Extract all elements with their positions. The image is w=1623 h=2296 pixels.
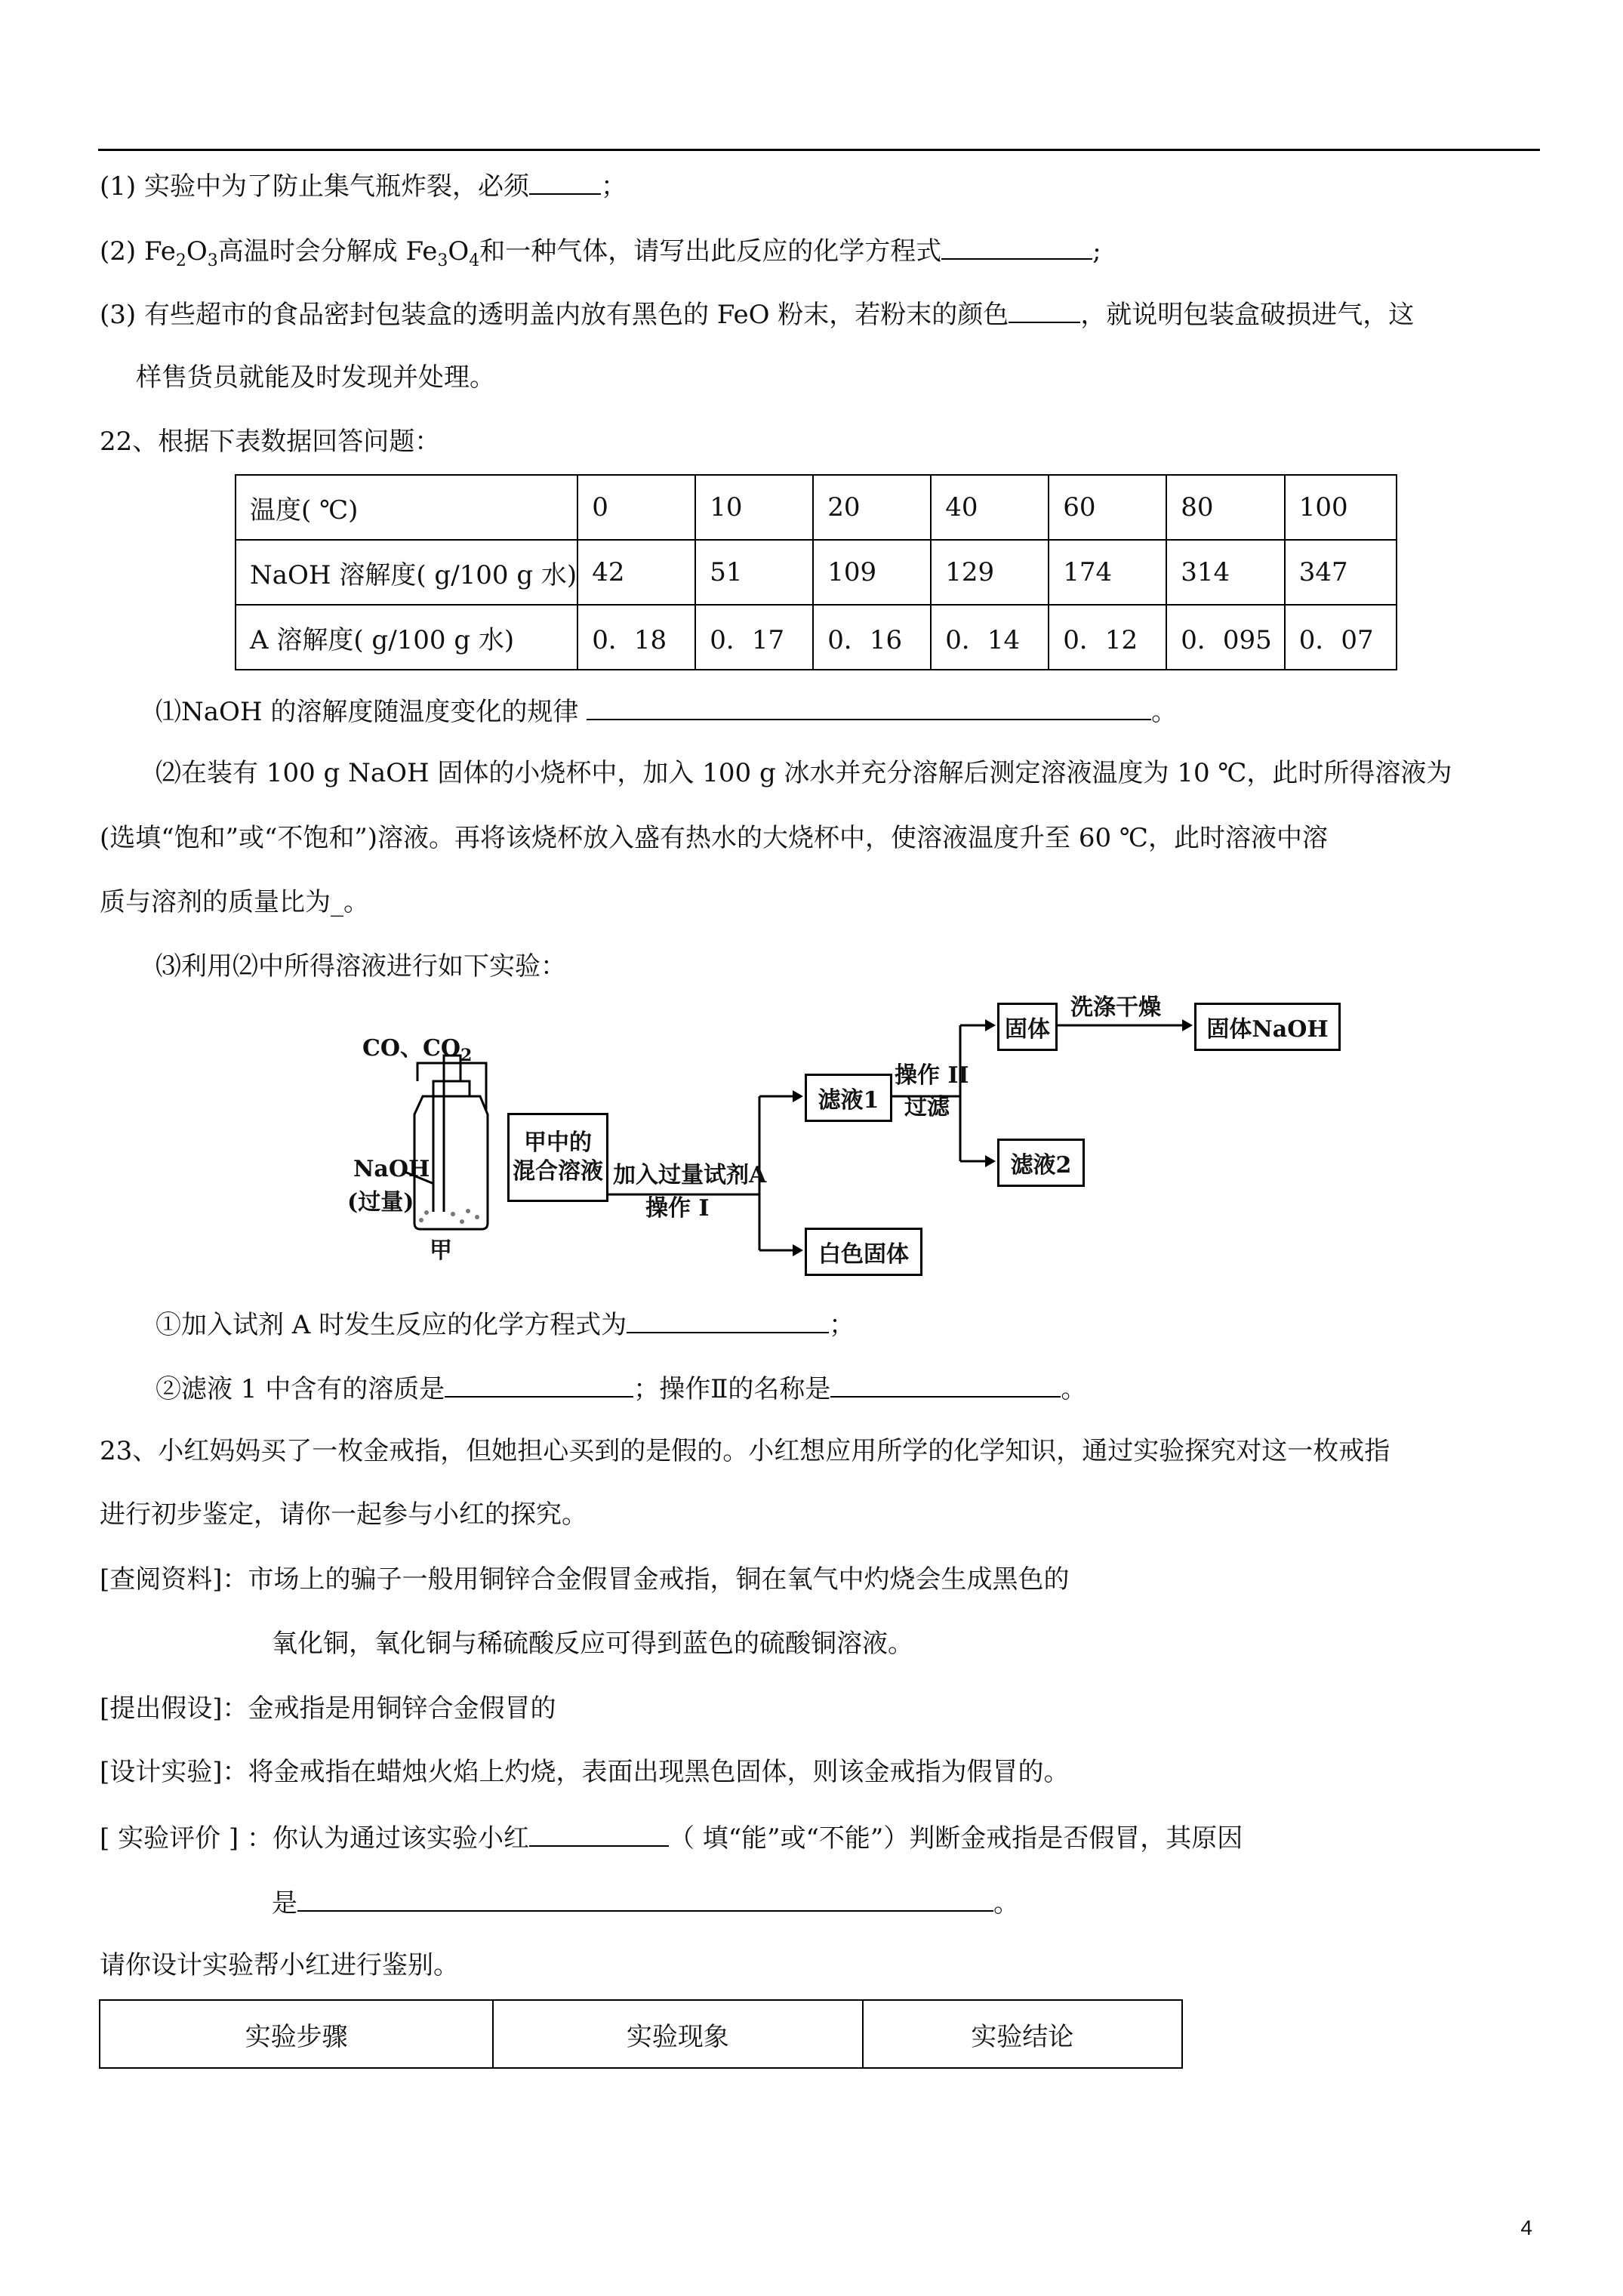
q22-sub-2-line3: 质与溶剂的质量比为_。 bbox=[100, 887, 369, 917]
white-solid-box: 白色固体 bbox=[805, 1228, 922, 1276]
q23-info-2: 氧化铜，氧化铜与稀硫酸反应可得到蓝色的硫酸铜溶液。 bbox=[272, 1629, 913, 1659]
page-number: 4 bbox=[1520, 2216, 1532, 2239]
table-cell: 0．17 bbox=[695, 605, 813, 670]
table-header: 实验现象 bbox=[493, 2000, 862, 2068]
answer-blank[interactable] bbox=[830, 1370, 1061, 1398]
filtrate-1-box: 滤液1 bbox=[805, 1074, 892, 1122]
table-header: 实验步骤 bbox=[100, 2000, 493, 2068]
table-cell: 80 bbox=[1166, 475, 1285, 540]
q21-item-3-cont: 样售货员就能及时发现并处理。 bbox=[136, 362, 495, 393]
table-cell: 0．07 bbox=[1285, 605, 1397, 670]
table-cell: 60 bbox=[1049, 475, 1166, 540]
table-row bbox=[100, 2000, 1182, 2068]
answer-blank[interactable] bbox=[627, 1306, 829, 1333]
table-cell: 10 bbox=[695, 475, 813, 540]
q23-line-1: 23、小红妈妈买了一枚金戒指，但她担心买到的是假的。小红想应用所学的化学知识，通过实验探究对这一枚戒指 bbox=[100, 1436, 1390, 1466]
operation-2-sub: 过滤 bbox=[904, 1094, 950, 1120]
table-cell: 0．16 bbox=[813, 605, 931, 670]
q21-item-3: (3) 有些超市的食品密封包装盒的透明盖内放有黑色的 FeO 粉末，若粉末的颜色 ，就说明包装盒破损进气，这 bbox=[100, 296, 1414, 331]
experiment-table bbox=[99, 1999, 1183, 2069]
q23-line-2: 进行初步鉴定，请你一起参与小红的探究。 bbox=[100, 1499, 587, 1530]
wash-dry-label: 洗涤干燥 bbox=[1070, 994, 1161, 1021]
q22-title: 22、根据下表数据回答问题： bbox=[100, 427, 441, 457]
table-cell: 174 bbox=[1049, 540, 1166, 605]
q23-evaluation: [ 实验评价 ] ：你认为通过该实验小红 （ 填“能”或“不能”）判断金戒指是否假冒，其原因 bbox=[100, 1820, 1243, 1855]
table-cell: 40 bbox=[931, 475, 1049, 540]
table-cell: 0．095 bbox=[1166, 605, 1285, 670]
naoh-label: NaOH bbox=[353, 1156, 430, 1182]
table-cell: 347 bbox=[1285, 540, 1397, 605]
gas-label: CO、$CO_2$ bbox=[362, 1035, 473, 1065]
q22-question-1: ①加入试剂 A 时发生反应的化学方程式为 ； bbox=[156, 1306, 855, 1342]
solid-box: 固体 bbox=[997, 1003, 1058, 1051]
table-cell: NaOH 溶解度( g/100 g 水) bbox=[236, 540, 577, 605]
mixed-solution-box: 甲中的 混合溶液 bbox=[507, 1113, 608, 1202]
table-cell: 温度( ℃) bbox=[236, 475, 577, 540]
q22-sub-2-line1: ⑵在装有 100 g NaOH 固体的小烧杯中，加入 100 g 冰水并充分溶解后测定溶液温度为 10 ℃，此时所得溶液为 bbox=[156, 758, 1452, 788]
q23-ask: 请你设计实验帮小红进行鉴别。 bbox=[100, 1950, 459, 1980]
filtrate-2-box: 滤液2 bbox=[997, 1139, 1085, 1187]
answer-blank[interactable] bbox=[529, 1820, 669, 1847]
table-cell: A 溶解度( g/100 g 水) bbox=[236, 605, 577, 670]
answer-blank[interactable] bbox=[297, 1885, 993, 1912]
q22-sub-2-line2: (选填“饱和”或“不饱和”)溶液。再将该烧杯放入盛有热水的大烧杯中，使溶液温度升至 60 ℃，此时溶液中溶 bbox=[100, 823, 1328, 853]
q22-sub-3: ⑶利用⑵中所得溶液进行如下实验： bbox=[156, 951, 566, 982]
q23-design: [设计实验]：将金戒指在蜡烛火焰上灼烧，表面出现黑色固体，则该金戒指为假冒的。 bbox=[100, 1757, 1070, 1787]
flask-icon bbox=[414, 1096, 488, 1229]
table-cell: 0．12 bbox=[1049, 605, 1166, 670]
excess-label: (过量) bbox=[347, 1189, 414, 1216]
table-cell: 20 bbox=[813, 475, 931, 540]
q22-question-2: ②滤液 1 中含有的溶质是 ；操作Ⅱ的名称是 。 bbox=[156, 1370, 1086, 1406]
table-header: 实验结论 bbox=[863, 2000, 1182, 2068]
table-cell: 42 bbox=[577, 540, 695, 605]
table-cell: 109 bbox=[813, 540, 931, 605]
table-cell: 51 bbox=[695, 540, 813, 605]
q22-sub-1: ⑴NaOH 的溶解度随温度变化的规律 。 bbox=[156, 693, 1177, 729]
q23-evaluation-reason: 是 。 bbox=[272, 1885, 1019, 1920]
table-cell: 129 bbox=[931, 540, 1049, 605]
table-cell: 0．18 bbox=[577, 605, 695, 670]
table-cell: 0．14 bbox=[931, 605, 1049, 670]
operation-1-label: 加入过量试剂A bbox=[613, 1162, 767, 1188]
table-cell: 0 bbox=[577, 475, 695, 540]
table-cell: 314 bbox=[1166, 540, 1285, 605]
inlet-tube bbox=[417, 1063, 486, 1081]
solid-naoh-box: 固体NaOH bbox=[1194, 1003, 1341, 1051]
operation-2-label: 操作 II bbox=[895, 1062, 969, 1089]
q23-info-1: [查阅资料]：市场上的骗子一般用铜锌合金假冒金戒指，铜在氧气中灼烧会生成黑色的 bbox=[100, 1564, 1070, 1595]
q21-item-1: (1) 实验中为了防止集气瓶炸裂，必须 ； bbox=[100, 168, 627, 203]
flask-label: 甲 bbox=[430, 1237, 452, 1264]
q23-hypothesis: [提出假设]：金戒指是用铜锌合金假冒的 bbox=[100, 1693, 556, 1724]
operation-1-sub: 操作 I bbox=[645, 1195, 710, 1222]
table-cell: 100 bbox=[1285, 475, 1397, 540]
q21-item-2: (2) $Fe_2O_3$高温时会分解成 $Fe_3O_4$和一种气体，请写出此反应的化学方程式 ; bbox=[100, 233, 1101, 268]
answer-blank[interactable] bbox=[445, 1370, 633, 1398]
